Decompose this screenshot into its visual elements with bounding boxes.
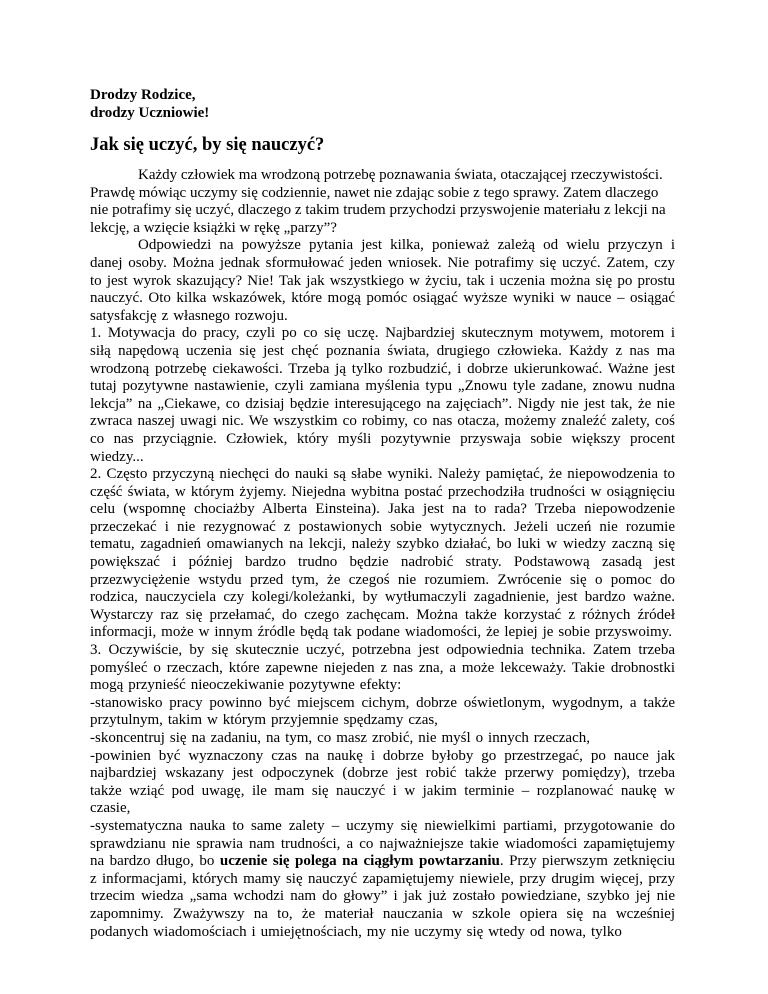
point-1-motivation: 1. Motywacja do pracy, czyli po co się uczę. Najbardziej skutecznym motywem, motorem i siłą napędową uczenia się jest chęć poznania świata, drugiego człowieka. Każdy z nas ma wrodzoną potrzebę ciekawości. Trzeba ją tylko rozbudzić, i dobrze ukierunkować. Ważne jest tutaj pozytywne nastawienie, czyli zamiana myślenia typu „Znowu tyle zadane, znowu nudna lekcja” na „Ciekawe, co dzisiaj będzie interesującego na zajęciach”. Nigdy nie jest tak, że nie zwraca naszej uwagi nic. We wszystkim co robimy, co nas otacza, możemy znaleźć zalety, coś co nas przyciągnie. Człowiek, który myśli pozytywnie przyswaja sobie większy procent wiedzy... — [90, 325, 675, 465]
point-3-technique: 3. Oczywiście, by się skutecznie uczyć, potrzebna jest odpowiednia technika. Zatem trzeba pomyśleć o rzeczach, które zapewne niejeden z nas zna, a może lekceważy. Takie drobnostki mogą przynieść nieoczekiwanie pozytywne efekty: — [90, 642, 675, 694]
systematic-text-start: -systematyczna nauka to same zalety – uczymy się niewielkimi partiami, przygotowanie do sprawdzianu nie sprawia nam trudności, a co najważniejsze takie wiadomości zapamiętujemy na bardzo długo, bo — [90, 817, 675, 870]
article-title: Jak się uczyć, by się nauczyć? — [90, 135, 325, 155]
article-body — [90, 167, 675, 941]
technique-item-workplace: -stanowisko pracy powinno być miejscem cichym, dobrze oświetlonym, wygodnym, a także przytulnym, takim w którym przyjemnie spędzamy czas, — [90, 694, 675, 729]
systematic-text-end: . Przy pierwszym zetknięciu z informacjami, których mamy się nauczyć zapamiętujemy niewiele, przy drugim więcej, przy trzecim wiedza „sama wchodzi nam do głowy” i jak już zostało powiedziane, szybko jej nie zapomnimy. Zważywszy na to, że materiał nauczania w szkole opiera się na wcześniej podanych wiadomościach i umiejętnościach, my nie uczymy się wtedy od nowa, tylko — [90, 853, 676, 940]
intro-paragraph-1: Każdy człowiek ma wrodzoną potrzebę poznawania świata, otaczającej rzeczywistości. Prawdę mówiąc uczymy się codziennie, nawet nie zdając sobie z tego sprawy. Zatem dlaczego nie potrafimy się uczyć, dlaczego z takim trudem przychodzi przyswojenie materiału z lekcji na lekcję, a wzięcie książki w rękę „parzy”? — [90, 167, 666, 236]
intro-paragraph-2: Odpowiedzi na powyższe pytania jest kilka, ponieważ zależą od wielu przyczyn i danej osoby. Można jednak sformułować jeden wniosek. Nie potrafimy się uczyć. Zatem, czy to jest wyrok skazujący? Nie! Tak jak wszystkiego w życiu, tak i uczenia można się po prostu nauczyć. Oto kilka wskazówek, które mogą pomóc osiągać wyższe wyniki w nauce – osiągać satysfakcję z własnego rozwoju. — [90, 237, 675, 324]
technique-item-systematic — [90, 818, 675, 941]
greeting-line-students: drodzy Uczniowie! — [90, 105, 210, 121]
technique-item-schedule: -powinien być wyznaczony czas na naukę i dobrze byłoby go przestrzegać, po nauce jak najbardziej wskazany jest odpoczynek (dobrze jest robić także przerwy pomiędzy), trzeba także wziąć pod uwagę, ile mam się nauczyć i w jakim terminie – rozplanować naukę w czasie, — [90, 747, 675, 817]
systematic-bold-emphasis: uczenie się polega na ciągłym powtarzaniu — [219, 853, 500, 870]
greeting — [90, 86, 675, 122]
greeting-line-parents: Drodzy Rodzice, — [90, 87, 196, 103]
technique-item-concentration: -skoncentruj się na zadaniu, na tym, co masz zrobić, nie myśl o innych rzeczach, — [90, 730, 591, 746]
point-2-poor-results: 2. Często przyczyną niechęci do nauki są słabe wyniki. Należy pamiętać, że niepowodzenia to część świata, w którym żyjemy. Niejedna wybitna postać przechodziła trudności w osiągnięciu celu (wspomnę chociażby Alberta Einsteina). Jaka jest na to rada? Trzeba niepowodzenie przeczekać i nie rezygnować z postawionych sobie wytycznych. Jeżeli uczeń nie rozumie tematu, zagadnień omawianych na lekcji, należy szybko działać, bo luki w wiedzy zaczną się powiększać i później bardzo trudno będzie nadrobić straty. Podstawową zasadą jest przezwyciężenie wstydu przed tym, że czegoś nie rozumiem. Zwrócenie się o pomoc do rodzica, nauczyciela czy kolegi/koleżanki, by wytłumaczyli zagadnienie, jest bardzo ważne. Wystarczy raz się przełamać, do czego zachęcam. Można także korzystać z różnych źródeł informacji, może w innym źródle będą tak podane wiadomości, że lepiej je sobie przyswoimy. — [90, 466, 675, 641]
